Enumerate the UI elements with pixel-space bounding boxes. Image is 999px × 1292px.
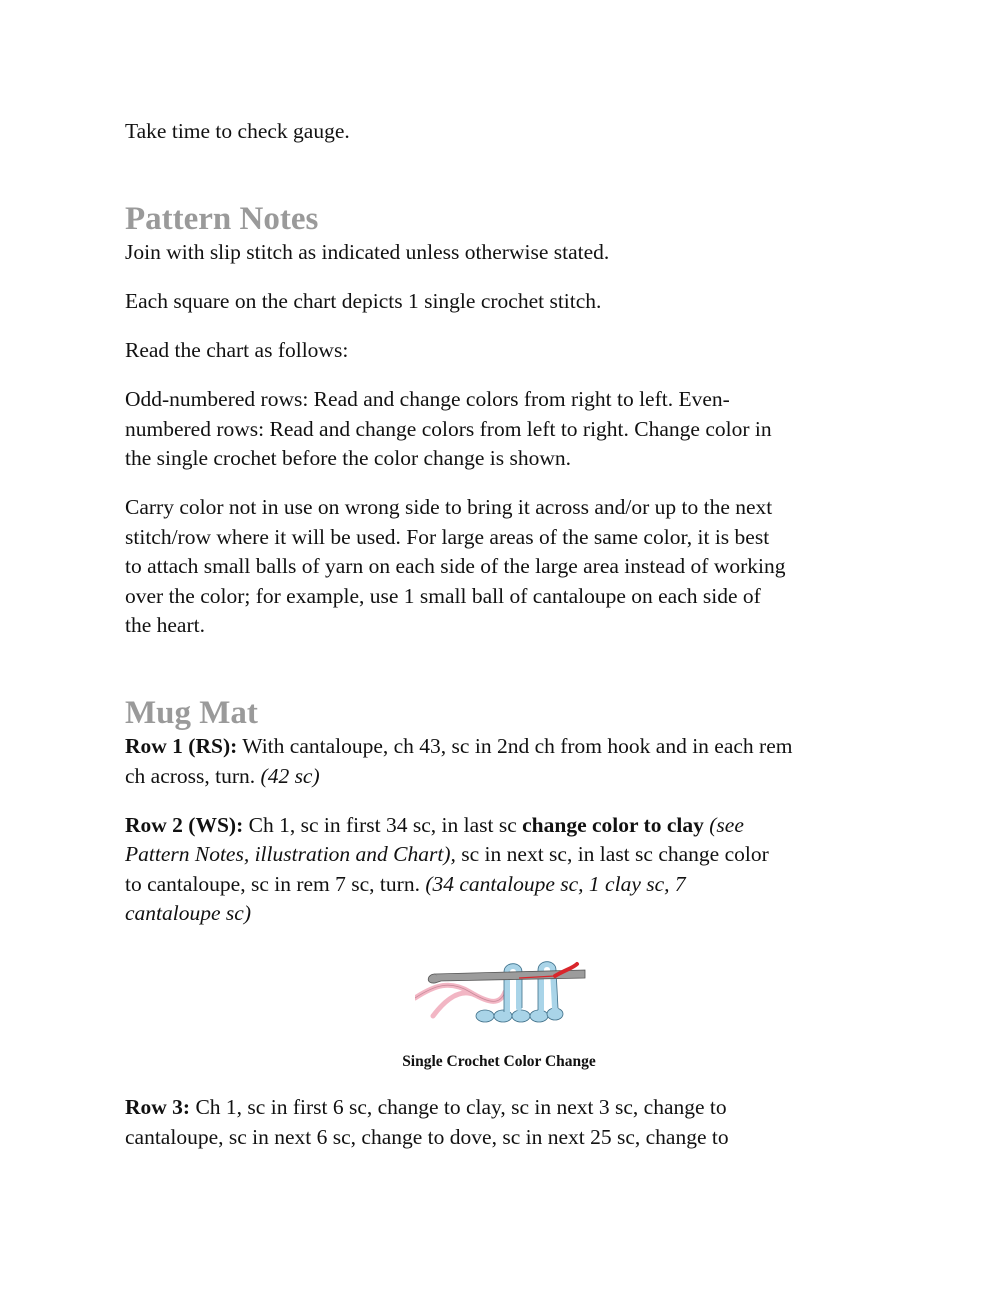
pink-yarn-tail <box>433 993 475 1016</box>
note-row-direction <box>125 385 885 474</box>
illustration-caption: Single Crochet Color Change <box>402 1053 596 1070</box>
gauge-note: Take time to check gauge. <box>125 119 350 143</box>
pattern-notes-heading: Pattern Notes <box>125 201 319 237</box>
row-3-line2: cantaloupe, sc in next 6 sc, change to dove, sc in next 25 sc, change to <box>125 1124 729 1149</box>
note-chart-square: Each square on the chart depicts 1 single crochet stitch. <box>125 289 602 313</box>
row-2-text3: to cantaloupe, sc in rem 7 sc, turn. <box>125 871 426 896</box>
note-carry-line1: Carry color not in use on wrong side to bring it across and/or up to the next <box>125 495 773 519</box>
row-1-line1: With cantaloupe, ch 43, sc in 2nd ch from hook and in each rem <box>237 734 793 758</box>
note-carry-line3: to attach small balls of yarn on each side of the large area instead of working <box>125 554 786 578</box>
note-row-direction-line3: the single crochet before the color change is shown. <box>125 446 571 470</box>
blue-loops-outline <box>504 962 558 1012</box>
row-2-instruction <box>125 811 885 929</box>
row-1-count: (42 sc) <box>260 763 320 788</box>
note-carry-line5: the heart. <box>125 613 205 637</box>
row-2-color-change: change color to clay <box>522 812 704 837</box>
row-2-text2: sc in next sc, in last sc change color <box>455 842 769 866</box>
row-1-instruction <box>125 732 885 791</box>
mug-mat-body <box>125 732 885 948</box>
note-read-chart: Read the chart as follows: <box>125 338 349 362</box>
note-row-direction-line2: numbered rows: Read and change colors from left to right. Change color in <box>125 416 772 441</box>
row-2-label: Row 2 (WS): <box>125 812 244 837</box>
row-2-ital3: (34 cantaloupe sc, 1 clay sc, 7 <box>425 871 686 896</box>
note-carry-color <box>125 493 885 641</box>
row-3-label: Row 3: <box>125 1095 191 1119</box>
row-3-line1: Ch 1, sc in first 6 sc, change to clay, sc in next 3 sc, change to <box>190 1095 727 1119</box>
note-row-direction-line1: Odd-numbered rows: Read and change colors from right to left. Even- <box>125 387 730 411</box>
row-1-line2: ch across, turn. <box>125 763 261 788</box>
row-3-instruction <box>125 1093 885 1152</box>
row-2-ital2: Pattern Notes, illustration and Chart), <box>125 842 456 866</box>
row-1-label: Row 1 (RS): <box>125 734 238 758</box>
mug-mat-heading: Mug Mat <box>125 695 258 731</box>
note-carry-line2: stitch/row where it will be used. For large areas of the same color, it is best <box>125 524 770 549</box>
note-join: Join with slip stitch as indicated unless otherwise stated. <box>125 240 610 264</box>
row-2-ital1: (see <box>703 812 744 837</box>
single-crochet-color-change-illustration <box>415 950 590 1030</box>
note-carry-line4: over the color; for example, use 1 small ball of cantaloupe on each side of <box>125 583 761 608</box>
row-2-ital4: cantaloupe sc) <box>125 901 251 925</box>
row-2-text1: Ch 1, sc in first 34 sc, in last sc <box>243 812 523 837</box>
pattern-notes-body <box>125 238 885 660</box>
